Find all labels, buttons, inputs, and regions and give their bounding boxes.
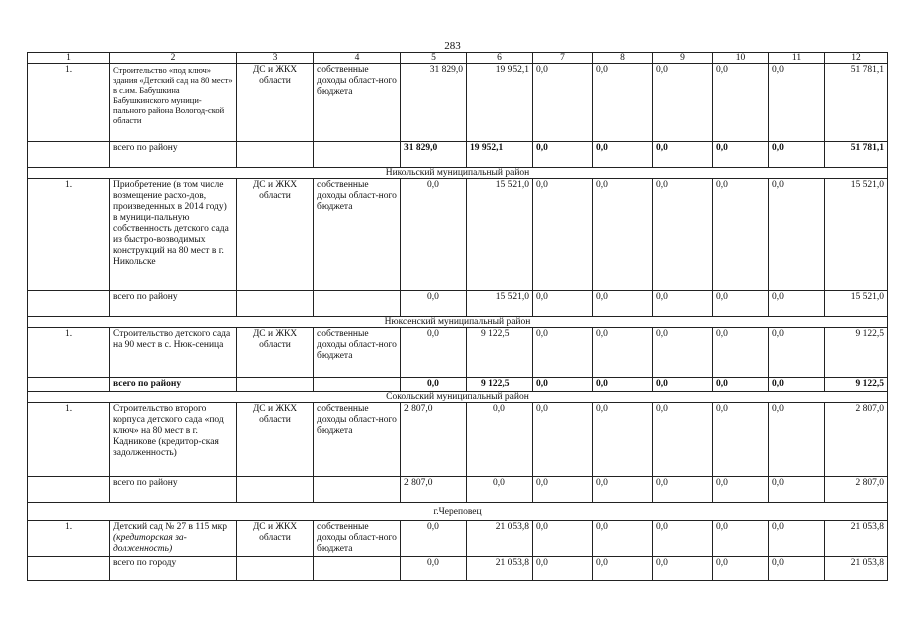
total-value: 0,0 [713,557,769,581]
table-row [28,179,888,291]
region-header [28,392,888,403]
value-cell: 9 122,5 [467,328,533,378]
value-cell: 0,0 [713,179,769,291]
total-value: 9 122,5 [825,378,888,392]
value-cell: 0,0 [769,64,825,142]
table-row [28,403,888,477]
object-name: Строительство детского сада на 90 мест в с. Нюк-сеница [110,328,237,378]
total-label: всего по району [110,477,237,503]
col-header: 3 [237,53,314,64]
region-title: Сокольский муниципальный район [28,392,888,403]
total-value: 0,0 [533,557,593,581]
total-value: 2 807,0 [825,477,888,503]
funding-source: собственные доходы област-ного бюджета [314,179,401,291]
value-cell: 0,0 [769,521,825,557]
col-header: 4 [314,53,401,64]
total-value: 0,0 [593,378,653,392]
object-name: Строительство второго корпуса детского сада «под ключ» на 80 мест в г. Кадникове (кредитор-ская задолженность) [110,403,237,477]
object-name-text: Детский сад № 27 в 115 мкр [113,522,228,532]
total-value: 0,0 [467,477,533,503]
header-row [28,53,888,64]
col-header: 7 [533,53,593,64]
value-cell: 0,0 [769,403,825,477]
row-index: 1. [28,64,110,142]
col-header: 11 [769,53,825,64]
total-value: 0,0 [769,378,825,392]
total-value: 0,0 [401,557,467,581]
table-row [28,521,888,557]
value-cell: 0,0 [533,179,593,291]
value-cell: 0,0 [769,179,825,291]
total-label: всего по району [110,142,237,168]
value-cell: 0,0 [713,521,769,557]
value-cell: 0,0 [713,403,769,477]
total-value: 0,0 [533,142,593,168]
total-value: 0,0 [533,477,593,503]
total-value: 0,0 [401,291,467,317]
region-title: Нюксенский муниципальный район [28,317,888,328]
department: ДС и ЖКХ области [237,403,314,477]
value-cell: 0,0 [593,64,653,142]
value-cell: 0,0 [593,521,653,557]
value-cell: 19 952,1 [467,64,533,142]
total-value: 51 781,1 [825,142,888,168]
total-value: 0,0 [769,142,825,168]
value-cell: 0,0 [401,328,467,378]
total-value: 0,0 [653,557,713,581]
col-header: 5 [401,53,467,64]
object-name: Строительство «под ключ» здания «Детский сад на 80 мест» в с.им. Бабушкина Бабушкинского муници-пального района Вологод-ской области [110,64,237,142]
region-header [28,503,888,521]
col-header: 10 [713,53,769,64]
total-value: 21 053,8 [467,557,533,581]
value-cell: 0,0 [713,64,769,142]
object-name-note: (кредиторская за-долженность) [113,533,187,554]
total-value: 0,0 [593,557,653,581]
total-value: 2 807,0 [401,477,467,503]
total-row [28,142,888,168]
department: ДС и ЖКХ области [237,179,314,291]
value-cell: 0,0 [593,328,653,378]
table-row [28,64,888,142]
total-value: 0,0 [713,477,769,503]
value-cell: 0,0 [533,521,593,557]
total-value: 0,0 [653,378,713,392]
total-value: 15 521,0 [467,291,533,317]
value-cell: 21 053,8 [825,521,888,557]
total-value: 0,0 [533,291,593,317]
value-cell: 0,0 [653,179,713,291]
value-cell: 2 807,0 [401,403,467,477]
region-title: Никольский муниципальный район [28,168,888,179]
total-label: всего по району [110,291,237,317]
value-cell: 15 521,0 [467,179,533,291]
total-value: 0,0 [769,557,825,581]
department: ДС и ЖКХ области [237,64,314,142]
funding-source: собственные доходы област-ного бюджета [314,521,401,557]
total-value: 0,0 [713,378,769,392]
value-cell: 0,0 [653,328,713,378]
total-value: 0,0 [713,291,769,317]
total-row [28,477,888,503]
total-value: 19 952,1 [467,142,533,168]
total-value: 0,0 [713,142,769,168]
col-header: 2 [110,53,237,64]
total-value: 0,0 [533,378,593,392]
value-cell: 0,0 [533,403,593,477]
total-value: 31 829,0 [401,142,467,168]
value-cell: 0,0 [533,64,593,142]
department: ДС и ЖКХ области [237,521,314,557]
total-value: 9 122,5 [467,378,533,392]
row-index: 1. [28,179,110,291]
object-name: Приобретение (в том числе возмещение расхо-дов, произведенных в 2014 году) в муници-пальную собственность детского сада из быстро-возводимых конструкций на 80 мест в г. Никольске [110,179,237,291]
value-cell: 0,0 [713,328,769,378]
total-value: 0,0 [593,291,653,317]
budget-table [27,52,888,581]
total-value: 0,0 [653,142,713,168]
region-header [28,168,888,179]
value-cell: 15 521,0 [825,179,888,291]
value-cell: 0,0 [653,64,713,142]
region-title: г.Череповец [28,503,888,521]
total-value: 15 521,0 [825,291,888,317]
row-index: 1. [28,521,110,557]
funding-source: собственные доходы област-ного бюджета [314,64,401,142]
value-cell: 51 781,1 [825,64,888,142]
value-cell: 0,0 [533,328,593,378]
value-cell: 0,0 [653,403,713,477]
page-number: 283 [444,40,461,52]
total-value: 0,0 [769,291,825,317]
value-cell: 0,0 [653,521,713,557]
total-value: 0,0 [401,378,467,392]
col-header: 1 [28,53,110,64]
row-index: 1. [28,328,110,378]
region-header [28,317,888,328]
funding-source: собственные доходы област-ного бюджета [314,328,401,378]
total-value: 0,0 [593,142,653,168]
total-value: 21 053,8 [825,557,888,581]
value-cell: 0,0 [593,403,653,477]
col-header: 12 [825,53,888,64]
total-value: 0,0 [593,477,653,503]
col-header: 6 [467,53,533,64]
value-cell: 0,0 [401,521,467,557]
value-cell: 0,0 [769,328,825,378]
value-cell: 0,0 [467,403,533,477]
value-cell: 0,0 [593,179,653,291]
total-label: всего по району [110,378,237,392]
col-header: 9 [653,53,713,64]
value-cell: 21 053,8 [467,521,533,557]
col-header: 8 [593,53,653,64]
total-row [28,378,888,392]
department: ДС и ЖКХ области [237,328,314,378]
total-value: 0,0 [653,477,713,503]
total-row [28,557,888,581]
object-name [110,521,237,557]
value-cell: 0,0 [401,179,467,291]
value-cell: 9 122,5 [825,328,888,378]
total-value: 0,0 [769,477,825,503]
value-cell: 2 807,0 [825,403,888,477]
value-cell: 31 829,0 [401,64,467,142]
total-value: 0,0 [653,291,713,317]
total-row [28,291,888,317]
total-label: всего по городу [110,557,237,581]
row-index: 1. [28,403,110,477]
table-row [28,328,888,378]
funding-source: собственные доходы област-ного бюджета [314,403,401,477]
